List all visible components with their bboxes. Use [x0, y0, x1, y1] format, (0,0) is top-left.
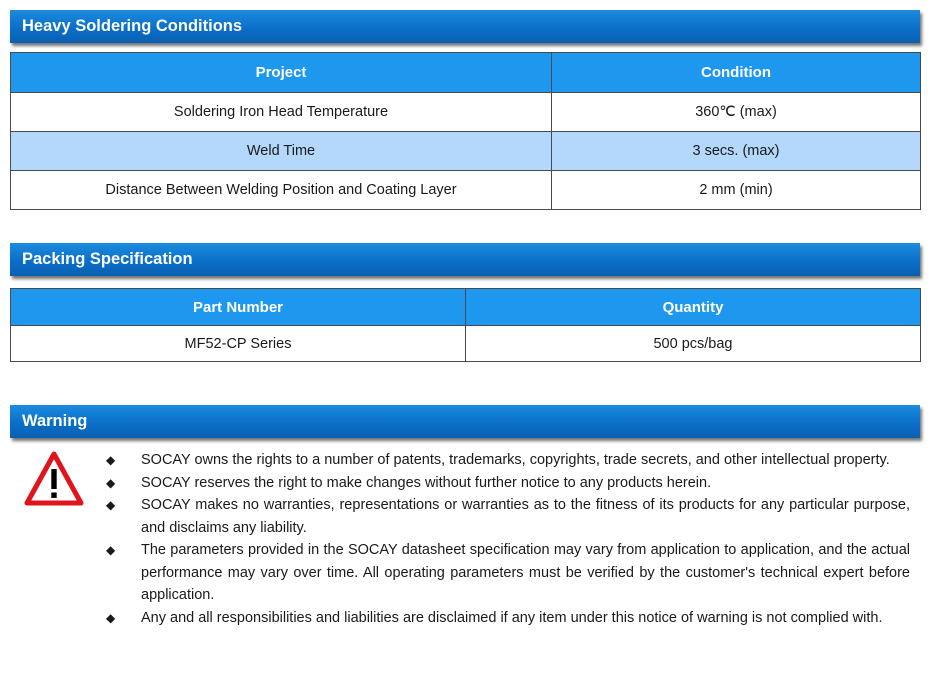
table-header-row: [11, 289, 921, 326]
diamond-bullet-icon: ◆: [106, 475, 116, 490]
warning-item-text: The parameters provided in the SOCAY datasheet specification may vary from application to application, and the actual performance may vary over time. All operating parameters must be verified by the customer's technical expert before application.: [141, 542, 910, 603]
table-row: [11, 171, 921, 210]
warning-item-text: SOCAY reserves the right to make changes without further notice to any products herein.: [141, 474, 712, 491]
packing-specification-table: [10, 288, 921, 362]
table-header-row: [11, 53, 921, 93]
diamond-bullet-icon: ◆: [106, 498, 116, 512]
table-cell: Distance Between Welding Position and Coating Layer: [11, 171, 552, 210]
table-cell: 3 secs. (max): [552, 132, 921, 171]
column-header-condition: Condition: [552, 53, 921, 93]
diamond-bullet-icon: ◆: [106, 543, 116, 557]
section-header-packing: Packing Specification: [10, 243, 920, 276]
table-cell: Weld Time: [11, 132, 552, 171]
table-cell: 500 pcs/bag: [466, 326, 921, 362]
warning-item: [104, 494, 910, 539]
column-header-project: Project: [11, 53, 552, 93]
warning-item: [104, 449, 910, 472]
section-header-warning: Warning: [10, 405, 920, 438]
warning-item: [104, 472, 910, 495]
warning-item-text: SOCAY makes no warranties, representations or warranties as to the fitness of its products for any particular purpose, and disclaims any liability.: [141, 497, 910, 536]
diamond-bullet-icon: ◆: [106, 453, 116, 467]
warning-list: [104, 449, 910, 629]
table-cell: Soldering Iron Head Temperature: [11, 93, 552, 132]
diamond-bullet-icon: ◆: [106, 610, 116, 625]
warning-item: [104, 607, 910, 630]
table-cell: 360℃ (max): [552, 93, 921, 132]
table-cell: MF52-CP Series: [11, 326, 466, 362]
table-row: [11, 132, 921, 171]
column-header-quantity: Quantity: [466, 289, 921, 326]
warning-item-text: Any and all responsibilities and liabilities are disclaimed if any item under this notice of warning is not complied with.: [141, 609, 883, 626]
table-row: [11, 326, 921, 362]
soldering-conditions-table: [10, 52, 921, 210]
column-header-part-number: Part Number: [11, 289, 466, 326]
warning-triangle-icon: [24, 451, 84, 507]
section-header-soldering: Heavy Soldering Conditions: [10, 10, 920, 43]
table-row: [11, 93, 921, 132]
warning-item-text: SOCAY owns the rights to a number of patents, trademarks, copyrights, trade secrets, and other intellectual property.: [141, 452, 890, 468]
table-cell: 2 mm (min): [552, 171, 921, 210]
warning-item: [104, 539, 910, 607]
